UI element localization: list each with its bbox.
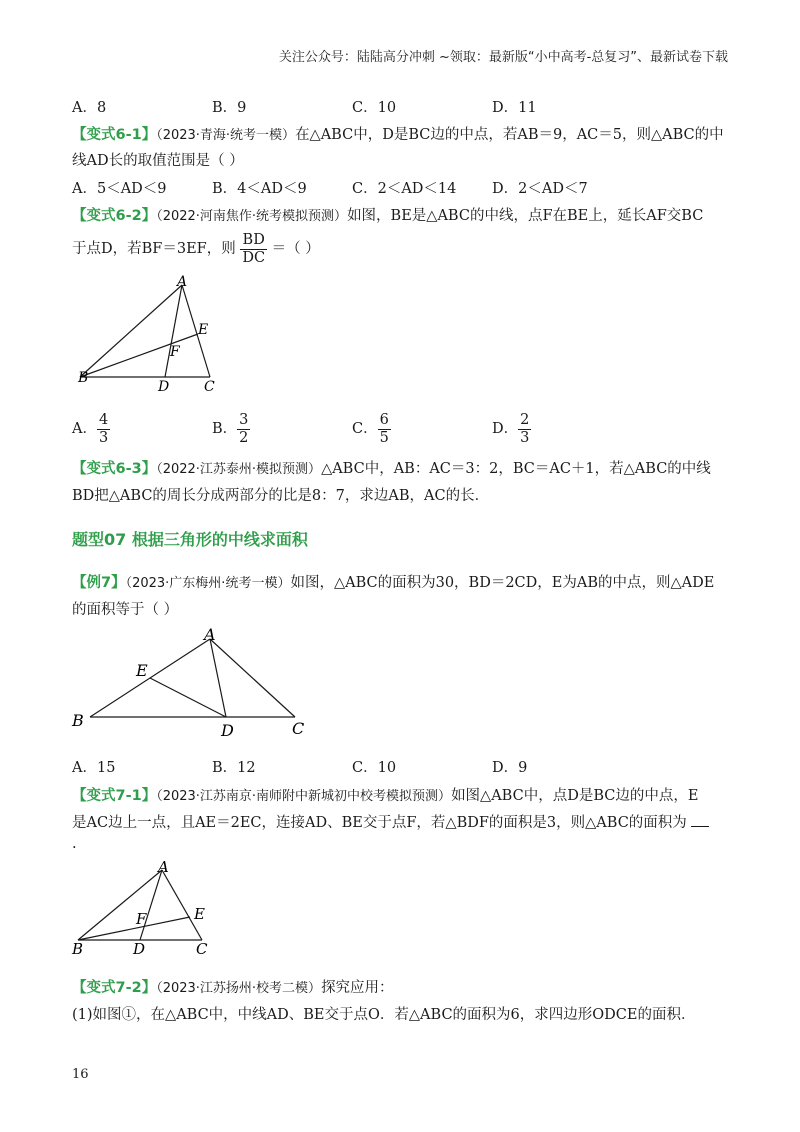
segment-ed bbox=[150, 678, 226, 717]
option-a bbox=[72, 412, 110, 446]
option-c: C．10 bbox=[352, 100, 397, 116]
label-a: A bbox=[158, 858, 169, 876]
question-7-2 bbox=[72, 976, 394, 997]
question-6-3 bbox=[72, 457, 711, 478]
text: 于点D，若BF＝3EF，则 bbox=[72, 241, 236, 258]
question-7-1 bbox=[72, 784, 698, 805]
page-number: 16 bbox=[72, 1067, 89, 1082]
label-b: B bbox=[78, 370, 89, 386]
label-d: D bbox=[221, 721, 234, 740]
label-e: E bbox=[194, 905, 205, 923]
question-6-3-line2: BD把△ABC的周长分成两部分的比是8：7，求边AB，AC的长． bbox=[72, 488, 490, 504]
question-source: （2022·河南焦作·统考模拟预测） bbox=[156, 209, 348, 224]
option-d: D．9 bbox=[492, 760, 528, 776]
option-d: D．2＜AD＜7 bbox=[492, 181, 588, 197]
numerator: 3 bbox=[239, 412, 249, 428]
question-source: （2023·广东梅州·统考一模） bbox=[125, 576, 291, 591]
question-tag: 【变式6-2】 bbox=[72, 208, 157, 224]
question-text: 如图，△ABC的面积为30，BD＝2CD，E为AB的中点，则△ADE bbox=[290, 575, 715, 591]
fraction bbox=[518, 412, 531, 446]
numerator: BD bbox=[240, 232, 267, 250]
triangle-figure-6-2 bbox=[70, 272, 230, 400]
option-b: B．12 bbox=[212, 760, 256, 776]
question-tag: 【变式7-2】 bbox=[72, 980, 157, 996]
triangle-figure-7-1 bbox=[70, 856, 220, 960]
option-letter: B． bbox=[212, 421, 238, 438]
label-e: E bbox=[136, 661, 148, 680]
option-c: C．10 bbox=[352, 760, 397, 776]
label-c: C bbox=[196, 940, 208, 958]
segment-ba bbox=[78, 870, 162, 940]
segment-be bbox=[78, 917, 190, 940]
denominator: 2 bbox=[239, 429, 249, 446]
option-a: A．15 bbox=[72, 760, 116, 776]
option-a: A．8 bbox=[72, 100, 107, 116]
label-a: A bbox=[177, 274, 188, 290]
question-6-2-line2 bbox=[72, 232, 320, 266]
segment-be bbox=[80, 334, 198, 377]
page-header: 关注公众号：陆陆高分冲刺 ~领取：最新版“小中高考-总复习”、最新试卷下载 bbox=[278, 50, 728, 65]
option-c: C．2＜AD＜14 bbox=[352, 181, 457, 197]
section-title: 题型07 根据三角形的中线求面积 bbox=[72, 530, 308, 549]
denominator: DC bbox=[242, 249, 266, 266]
question-text: 如图△ABC中，点D是BC边的中点，E bbox=[451, 788, 699, 804]
label-b: B bbox=[72, 940, 84, 958]
segment-ac bbox=[210, 639, 295, 717]
label-b: B bbox=[72, 711, 84, 730]
question-7-1-line2 bbox=[72, 811, 709, 832]
question-6-1-line2: 线AD长的取值范围是（ ） bbox=[72, 153, 244, 169]
question-tag: 【变式7-1】 bbox=[72, 788, 157, 804]
numerator: 4 bbox=[98, 412, 109, 428]
question-text: 如图，BE是△ABC的中线，点F在BE上，延长AF交BC bbox=[347, 208, 704, 224]
example-7-line2: 的面积等于（ ） bbox=[72, 602, 179, 618]
question-source: （2023·青海·统考一模） bbox=[156, 128, 296, 143]
text: ＝（ ） bbox=[271, 241, 320, 258]
option-b: B．9 bbox=[212, 100, 247, 116]
question-source: （2023·江苏扬州·校考二模） bbox=[156, 981, 322, 996]
option-b: B．4＜AD＜9 bbox=[212, 181, 307, 197]
label-c: C bbox=[292, 719, 305, 738]
option-a: A．5＜AD＜9 bbox=[72, 181, 167, 197]
text: 是AC边上一点，且AE＝2EC，连接AD、BE交于点F，若△BDF的面积是3，则△ABC的面积为 bbox=[72, 815, 687, 831]
question-tag: 【变式6-3】 bbox=[72, 461, 157, 477]
question-text: 探究应用： bbox=[321, 980, 394, 996]
fraction bbox=[240, 232, 267, 266]
denominator: 3 bbox=[98, 429, 109, 446]
option-letter: D． bbox=[492, 421, 519, 438]
label-e: E bbox=[198, 322, 209, 338]
question-text: △ABC中，AB：AC＝3：2，BC＝AC＋1，若△ABC的中线 bbox=[321, 461, 711, 477]
label-d: D bbox=[133, 940, 146, 958]
label-c: C bbox=[204, 379, 215, 395]
label-a: A bbox=[204, 625, 216, 644]
option-c bbox=[352, 412, 391, 446]
question-source: （2022·江苏泰州·模拟预测） bbox=[156, 462, 322, 477]
answer-blank bbox=[691, 826, 709, 827]
label-f: F bbox=[170, 344, 180, 360]
fraction bbox=[378, 412, 391, 446]
option-letter: A． bbox=[72, 421, 97, 438]
numerator: 6 bbox=[379, 412, 389, 428]
numerator: 2 bbox=[520, 412, 530, 428]
triangle-figure-7 bbox=[70, 622, 320, 742]
question-tag: 【变式6-1】 bbox=[72, 127, 157, 143]
question-tag: 【例7】 bbox=[72, 575, 126, 591]
question-6-1 bbox=[72, 123, 724, 144]
fraction bbox=[97, 412, 110, 446]
option-d: D．11 bbox=[492, 100, 537, 116]
denominator: 3 bbox=[520, 429, 530, 446]
example-7 bbox=[72, 571, 714, 592]
question-7-1-line3: . bbox=[72, 836, 77, 852]
option-b bbox=[212, 412, 250, 446]
question-7-2-line2: (1)如图①，在△ABC中，中线AD、BE交于点O．若△ABC的面积为6，求四边形ODCE的面积． bbox=[72, 1007, 696, 1023]
segment-ba bbox=[80, 285, 182, 377]
option-d bbox=[492, 412, 531, 446]
option-letter: C． bbox=[352, 421, 378, 438]
label-d: D bbox=[158, 379, 170, 395]
fraction bbox=[237, 412, 250, 446]
question-source: （2023·江苏南京·南师附中新城初中校考模拟预测） bbox=[156, 789, 452, 804]
question-text: 在△ABC中，D是BC边的中点，若AB＝9，AC＝5，则△ABC的中 bbox=[295, 127, 724, 143]
question-6-2 bbox=[72, 204, 703, 225]
denominator: 5 bbox=[379, 429, 389, 446]
segment-ad bbox=[140, 870, 162, 940]
label-f: F bbox=[136, 910, 147, 928]
